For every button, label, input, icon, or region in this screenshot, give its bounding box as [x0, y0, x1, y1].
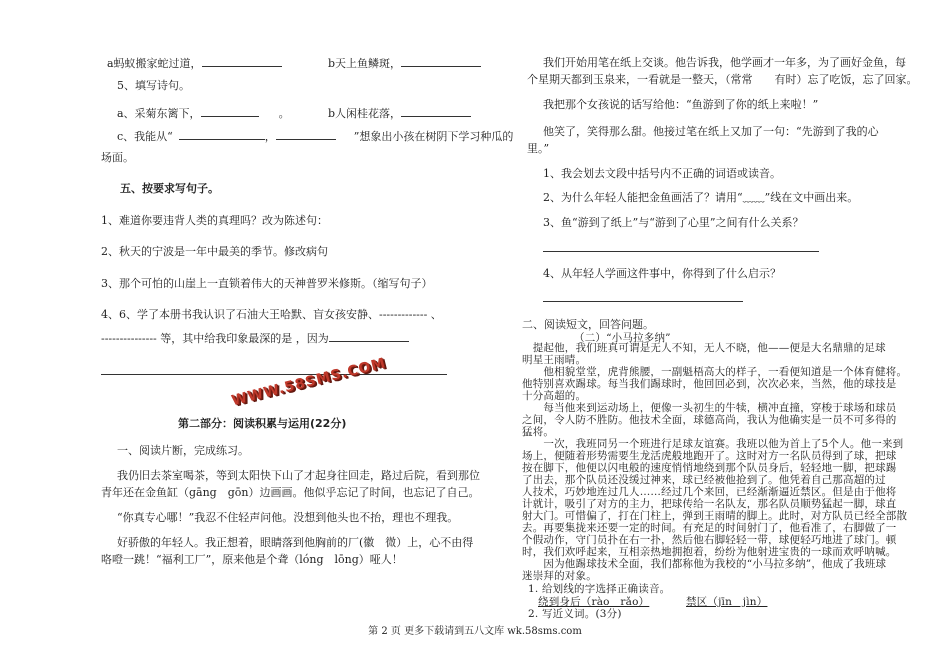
sentence-task-3: 3、那个可怕的山崖上一直锁着伟大的天神普罗米修斯。（缩写句子） [101, 277, 433, 290]
story-line: 明星王雨晴。 [522, 354, 587, 366]
sentence-task-4a: 4、6、学了本册书我认识了石油大王哈默、盲女孩安静、------------- 、 [101, 308, 442, 321]
story-line: 他相貌堂堂，虎背熊腰，一副魁梧高大的样子，一看便知道是一个体育健将。 [522, 366, 908, 378]
reading-question-2: 2、为什么年轻人能把金鱼画活了？请用“﹏﹏”线在文中画出来。 [543, 191, 859, 204]
passage-line: 他笑了，笑得那么甜。他接过笔在纸上又加了一句：“先游到了我的心 [543, 125, 879, 138]
story-line: 射大门。可惜偏了，打在门柱上，弹到王雨晴的脚上。此时，对方队员已经全部散 [522, 510, 908, 522]
question-5-title: 5、填写诗句。 [117, 79, 190, 92]
story-line: 个假动作，守门员扑在右一扑，然后他右脚轻轻一带，球便轻巧地进了球门。顿 [522, 534, 897, 546]
passage-line: 我们开始用笔在纸上交谈。他告诉我，他学画才一年多，为了画好金鱼，每 [543, 56, 906, 69]
answer-line [101, 374, 447, 375]
answer-blank [401, 56, 481, 67]
question-4a: a蚂蚁搬家蛇过道， [107, 56, 282, 71]
question-2: 2. 写近义词。(3分) [528, 608, 622, 620]
question-1: 1. 给划线的字选择正确读音。 [528, 583, 671, 595]
story-line: 之间，令人防不胜防。他技术全面，球德高尚，我认为他确实是一员不可多得的 [522, 414, 897, 426]
passage-line: 咯噔一跳！“福利工厂”，原来他是个聋（lóng lōng）哑人！ [101, 553, 403, 566]
story-line: 一次，我班同另一个班进行足球友谊赛。我班以他为首上了5个人。他一来到 [522, 438, 904, 450]
story-line: 场上，便随着形势需要生龙活虎般地跑开了。这时对方一名队员得到了球，把球 [522, 450, 897, 462]
story-line: 迷崇拜的对象。 [522, 570, 597, 582]
reading-question-4: 4、从年轻人学画这件事中，你得到了什么启示？ [543, 267, 781, 280]
answer-blank [202, 56, 282, 67]
passage-line: 我仍旧去茶室喝茶，等到太阳快下山了才起身往回走，路过后院，看到那位 [117, 469, 480, 482]
story-line: 因为他踢球技术全面，我们都称他为我校的“小马拉多纳”，他成了我班球 [522, 558, 887, 570]
reading-2-title: 二、阅读短文，回答问题。 [522, 318, 654, 331]
story-line: 计就计，吸引了对方的主力，把球传给一名队友，那名队员顺势猛起一脚，球直 [522, 498, 897, 510]
story-line: 按在脚下，他便以闪电般的速度悄悄地绕到那个队员身后，轻轻地一脚，把球踢 [522, 462, 897, 474]
answer-blank [276, 129, 336, 140]
section-5-title: 五、按要求写句子。 [120, 182, 219, 195]
question-1b: 禁区（jīn jìn） [686, 596, 768, 608]
passage-line: 里。” [527, 142, 550, 155]
passage-line: 我把那个女孩说的话写给他：“鱼游到了你的纸上来啦！” [543, 98, 819, 111]
passage-line: 个星期天都到玉泉来，一看就是一整天，（常常 有时）忘了吃饭，忘了回家。 [527, 73, 918, 86]
story-line: 十分高超的。 [522, 390, 587, 402]
question-5a: a、采菊东篱下， 。 [117, 107, 290, 120]
answer-blank [179, 129, 265, 140]
story-line: 人技术，巧妙地连过几人……经过几个来回，已经渐渐逼近禁区。但是由于他将 [522, 486, 897, 498]
question-5c-cont: 场面。 [101, 151, 134, 164]
reading-question-3: 3、鱼“游到了纸上”与“游到了心里”之间有什么关系？ [543, 216, 804, 229]
passage-line: “你真专心哪！”我忍不住轻声问他。没想到他头也不抬，理也不理我。 [117, 511, 459, 524]
story-line: 他特别喜欢踢球。每当我们踢球时，他回回必到，次次必来，当然，他的球技是 [522, 378, 897, 390]
story-line: 猛将。 [522, 426, 555, 438]
passage-line: 青年还在金鱼缸（gāng gōn）边画画。他似乎忘记了时间，也忘记了自己。 [101, 486, 480, 499]
watermark-logo: WWW.58SMS.COM [230, 355, 388, 410]
story-title: （二）“小马拉多纳” [574, 332, 671, 344]
story-line: 去。再要集拢来还要一定的时间。有充足的时间射门了，他看准了，右脚做了一 [522, 522, 897, 534]
story-line: 了出去，那个队员还没缓过神来，球已经被他抢到了。他凭着自己那高超的过 [522, 474, 886, 486]
question-4b: b天上鱼鳞斑， [328, 56, 481, 71]
part-2-title: 第二部分：阅读积累与运用(22分) [178, 417, 347, 430]
story-line: 时，我们欢呼起来，互相亲热地拥抱着，纷纷为他射进宝贵的一球而欢呼呐喊。 [522, 546, 897, 558]
sentence-task-4b: --------------- 等，其中给我印象最深的是 ，因为 [101, 331, 409, 346]
passage-line: 好骄傲的年轻人。我正想着，眼睛落到他胸前的厂(徽 微）上，心不由得 [117, 536, 474, 549]
story-line: 每当他来到运动场上，便像一头初生的牛犊，横冲直撞，穿梭于球场和球员 [522, 402, 897, 414]
story-line: 提起他，我们班真可谓是无人不知，无人不晓，他——便是大名鼎鼎的足球 [522, 342, 886, 354]
question-5c: c、我能从“ ， ”想象出小孩在树阴下学习种瓜的 [117, 130, 514, 143]
reading-question-1: 1、我会划去文段中括号内不正确的词语或读音。 [543, 167, 781, 180]
answer-blank [401, 106, 471, 117]
answer-blank [201, 106, 259, 117]
page-footer: 第 2 页 更多下载请到五八文库 wk.58sms.com [368, 626, 582, 637]
answer-line [543, 251, 819, 252]
question-1a: 绕到身后（rào rǎo） [538, 596, 650, 608]
answer-line [543, 301, 743, 302]
sentence-task-2: 2、秋天的宁波是一年中最美的季节。修改病句 [101, 245, 328, 258]
question-5b: b人闲桂花落， [328, 106, 471, 121]
reading-1-title: 一、阅读片断，完成练习。 [117, 444, 249, 457]
answer-blank [329, 331, 409, 342]
sentence-task-1: 1、难道你要违背人类的真理吗？改为陈述句： [101, 214, 328, 227]
